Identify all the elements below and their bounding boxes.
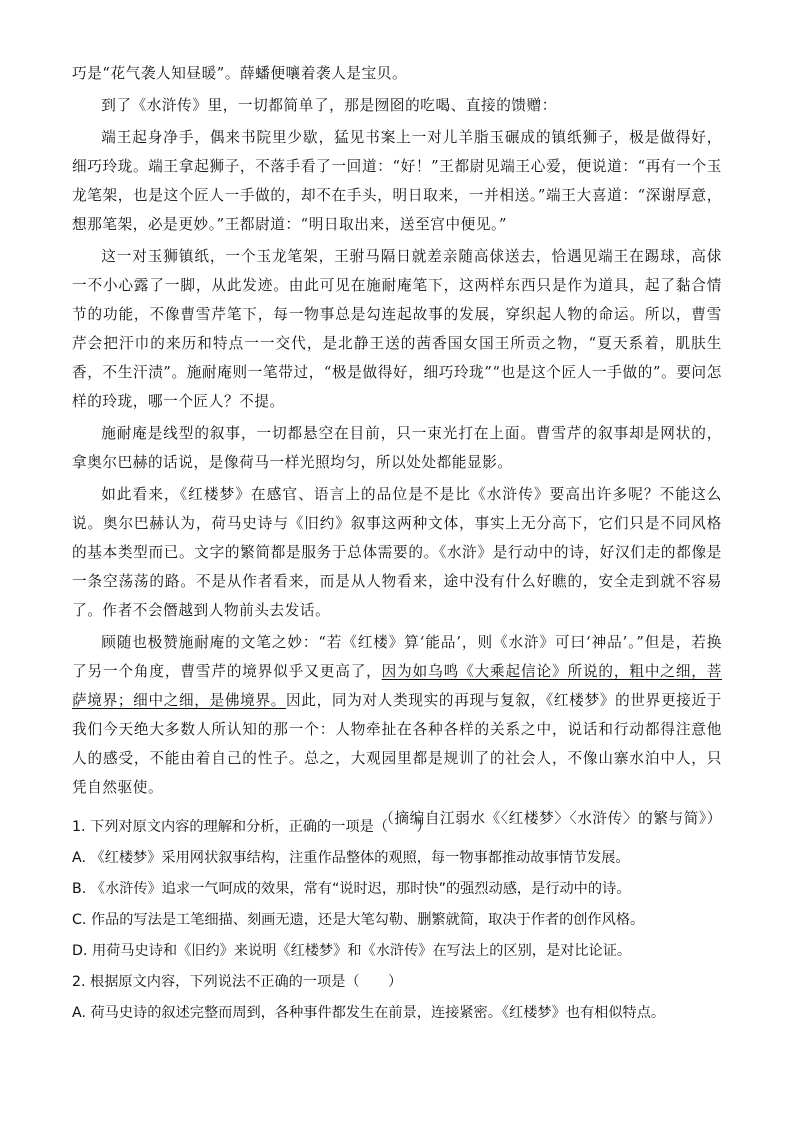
- question-2-stem: 2. 根据原文内容，下列说法不正确的一项是（ ）: [72, 974, 403, 990]
- question-1-option-a: A. 《红楼梦》采用网状叙事结构，注重作品整体的观照，每一物事都推动故事情节发展。: [72, 850, 630, 866]
- question-1-option-c: C. 作品的写法是工笔细描、刻画无遗，还是大笔勾勒、删繁就简，取决于作者的创作风格。: [72, 912, 645, 928]
- reading-passage: [72, 59, 722, 833]
- passage-text: 顾随也极赞施耐庵的文笔之妙：“若《红楼》算‘能品’，则《水浒》可曰‘神品’。”但是，若换了另一个角度，曹雪芹的境界似乎又更高了，: [72, 634, 722, 680]
- question-2-option-a: A. 荷马史诗的叙述完整而周到，各种事件都发生在前景，连接紧密。《红楼梦》也有相似特点。: [72, 1005, 666, 1021]
- passage-text: 因此，同为对人类现实的再现与复叙，《红楼梦》的世界更接近于我们今天绝大多数人所认知的那一个：人物牵扯在各种各样的关系之中，说话和行动都得注意他人的感受，不能由着自己的性子。总之，大观园里都是规训了的社会人，不像山寨水泊中人，只凭自然驱使。: [72, 692, 723, 796]
- question-1-option-d: D. 用荷马史诗和《旧约》来说明《红楼梦》和《水浒传》在写法上的区别，是对比论证。: [72, 943, 632, 959]
- passage-source: （摘编自江弱水《〈红楼梦〉〈水浒传〉的繁与简》）: [379, 810, 722, 827]
- passage-paragraph: 巧是“花气袭人知昼暖”。薛蟠便嚷着袭人是宝贝。: [72, 65, 408, 82]
- question-list: [72, 812, 722, 1028]
- passage-paragraph: 施耐庵是线型的叙事，一切都悬空在目前，只一束光打在上面。曹雪芹的叙事却是网状的，拿奥尔巴赫的话说，是像荷马一样光照均匀，所以处处都能显影。: [72, 425, 722, 471]
- passage-paragraph: 如此看来，《红楼梦》在感官、语言上的品位是不是比《水浒传》要高出许多呢？不能这么说。奥尔巴赫认为，荷马史诗与《旧约》叙事这两种文体，事实上无分高下，它们只是不同风格的基本类型而已。文字的繁简都是服务于总体需要的。《水浒》是行动中的诗，好汉们走的都像是一条空荡荡的路。不是从作者看来，而是从人物看来，途中没有什么好瞧的，安全走到就不容易了。作者不会僭越到人物前头去发话。: [72, 486, 722, 619]
- passage-paragraph: 端王起身净手，偶来书院里少歇，猛见书案上一对儿羊脂玉碾成的镇纸狮子，极是做得好，细巧玲珑。端王拿起狮子，不落手看了一回道：“好！”王都尉见端王心爱，便说道：“再有一个玉龙笔架，也是这个匠人一手做的，却不在手头，明日取来，一并相送。”端王大喜道：“深谢厚意，想那笔架，必是更妙。”王都尉道：“明日取出来，送至宫中便见。”: [72, 129, 722, 233]
- question-1-stem: 1. 下列对原文内容的理解和分析，正确的一项是（ ）: [72, 819, 431, 835]
- passage-paragraph: 这一对玉狮镇纸，一个玉龙笔架，王驸马隔日就差亲随高俅送去，恰遇见端王在踢球，高俅一不小心露了一脚，从此发迹。由此可见在施耐庵笔下，这两样东西只是作为道具，起了黏合情节的功能，不像曹雪芹笔下，每一物事总是勾连起故事的发展，穿织起人物的命运。所以，曹雪芹会把汗巾的来历和特点一一交代，是北静王送的茜香国女国王所贡之物，“夏天系着，肌肤生香，不生汗渍”。施耐庵则一笔带过，“极是做得好，细巧玲珑”“也是这个匠人一手做的”。要问怎样的玲珑，哪一个匠人？不提。: [72, 248, 722, 410]
- passage-paragraph: [72, 628, 722, 802]
- passage-paragraph: 到了《水浒传》里，一切都简单了，那是囫囵的吃喝、直接的馈赠：: [101, 97, 558, 114]
- question-1-option-b: B. 《水浒传》追求一气呵成的效果，常有“说时迟，那时快”的强烈动感，是行动中的诗。: [72, 881, 631, 897]
- underlined-sentence: 因为如乌鸣《大乘起信论》所说的，粗中之细，菩萨境界；细中之细，是佛境界。: [72, 663, 722, 709]
